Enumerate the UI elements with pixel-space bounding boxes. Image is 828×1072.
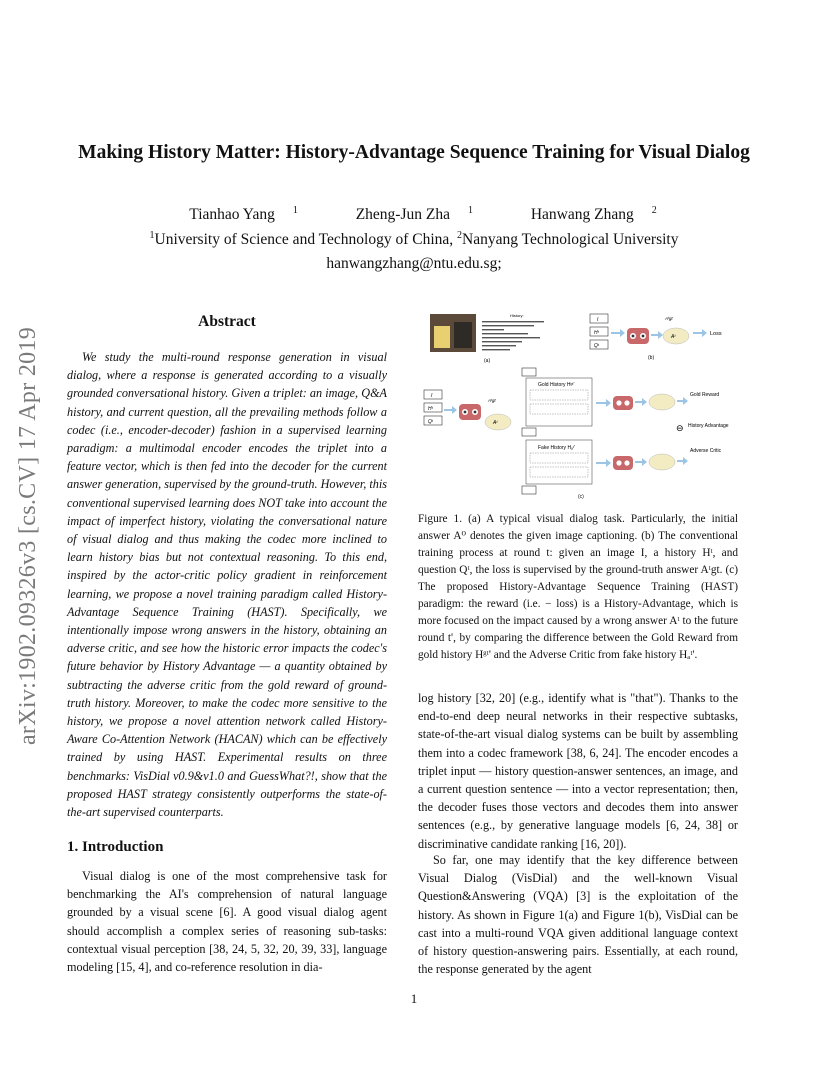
gold-history-label: Gold History Hᵍᵗ' xyxy=(538,382,575,388)
answer-label: Aᵗ xyxy=(493,420,498,426)
arrow-right-icon xyxy=(677,457,688,465)
arrow-right-icon xyxy=(596,459,611,467)
introduction-paragraph-continued: log history [32, 20] (e.g., identify what is "that"). Thanks to the end-to-end deep neural networks in their respective subtasks, state-of-the-art visual dialog systems can be built by assembling them into a codec framework [38, 6, 24]. The encoder encodes a triplet input — history question-answer sentences, an image, and a current question sentence — into a vector representation; then, the decoder fuses those vectors and decodes them into answer sentences (e.g., by generative language models [6, 24, 38] or discriminative candidate ranking [16, 20]). xyxy=(418,691,738,851)
author: Hanwang Zhang $^2$ xyxy=(530,205,657,224)
robot-agent-icon xyxy=(613,396,633,410)
label-a: (a) xyxy=(484,358,491,364)
section-heading-introduction: 1. Introduction xyxy=(67,839,164,855)
history-advantage-label: History Advantage xyxy=(688,423,729,429)
robot-pupil xyxy=(642,335,645,338)
abstract-heading: Abstract xyxy=(198,313,256,330)
affiliations: $^1$University of Science and Technology of China, $^2$Nanyang Technological University xyxy=(149,230,679,249)
paper-title: Making History Matter: History-Advantage Sequence Training for Visual Dialog xyxy=(78,142,750,163)
history-box xyxy=(590,327,608,336)
introduction-paragraph-2: So far, one may identify that the key difference between Visual Dialog (VisDial) and the well-known Visual Question&Answering (VQA) [3] is the exploitation of the history. As shown in Figure 1(a) and Figure 1(b), VisDial can be cast into a multi-round VQA given additional language context of history question-answering pairs. Essentially, at each round, the response generated by the agent xyxy=(418,853,738,977)
arrow-right-icon xyxy=(635,398,647,406)
adverse-critic-label: Adverse Critic xyxy=(690,448,722,454)
history-text-lines xyxy=(482,321,544,350)
question-box xyxy=(522,486,536,494)
input-image-label: I xyxy=(431,393,433,399)
robot-eye xyxy=(624,460,629,465)
question-box xyxy=(424,416,442,425)
dialog-image xyxy=(434,326,450,348)
history-label: Hᵗ xyxy=(594,330,599,336)
answer-cloud xyxy=(663,328,689,344)
arrow-right-icon xyxy=(635,458,647,466)
robot-pupil xyxy=(464,411,467,414)
question-box xyxy=(590,340,608,349)
question-box xyxy=(522,428,536,436)
author-list xyxy=(0,205,828,224)
history-label: Hᵗ xyxy=(428,406,433,412)
input-image-box xyxy=(522,368,536,376)
history-box xyxy=(424,403,442,412)
abstract-body: We study the multi-round response generation in visual dialog, where a response is generated according to a visually grounded conversational history. Given a triplet: an image, Q&A history, and current question, all the prevailing methods follow a codec (i.e., encoder-decoder) fashion in a supervised learning paradigm: a multimodal encoder encodes the triplet into a feature vector, which is then fed into the decoder for the current answer generation, supervised by the ground-truth. However, this conventional supervised learning does NOT take into account the impact of imperfect history, violating the conversational nature of visual dialog and thus making the codec more inclined to learn history bias but not contextual reasoning. To this end, inspired by the actor-critic policy gradient in reinforcement learning, we propose a novel training paradigm called History-Advantage Sequence Training (HAST). Specifically, we intentionally impose wrong answers in the history, obtaining an adverse critic, and see how the historic error impacts the codec's future behavior by History Advantage — a quantity obtained by subtracting the adverse critic from the gold reward of ground-truth history. Moreover, to make the codec more sensitive to the history, we propose a novel attention network called History-Aware Co-Attention Network (HACAN) which can be effectively trained by using HAST. Experimental results on three benchmarks: VisDial v0.9&v1.0 and GuessWhat?!, show that the proposed HAST strategy consistently outperforms the state-of-the-art supervised counterparts. xyxy=(67,350,387,820)
arrow-right-icon xyxy=(444,406,457,414)
input-image-box xyxy=(590,314,608,323)
gold-reward-label: Gold Reward xyxy=(690,392,720,398)
ground-truth-label: Aᵗgt xyxy=(488,398,496,403)
robot-eye xyxy=(616,460,621,465)
loss-label: Loss xyxy=(710,331,722,337)
robot-agent-icon xyxy=(613,456,633,470)
answer-cloud xyxy=(485,414,511,430)
answer-cloud xyxy=(649,454,675,470)
label-b: (b) xyxy=(648,355,655,361)
introduction-paragraph: Visual dialog is one of the most comprehensive task for benchmarking the AI's comprehension of natural language grounded by a visual scene [6]. A good visual dialog agent should accomplish a complex series of reasoning sub-tasks: contextual visual perception [38, 24, 5, 32, 20, 39, 33], language modeling [15, 4], and co-reference resolution in dia- xyxy=(67,869,387,975)
robot-eye xyxy=(616,400,621,405)
answer-label: Aᵗ xyxy=(671,334,676,340)
history-title: History: xyxy=(510,313,524,318)
figure-1-diagram xyxy=(418,312,738,502)
figure-1-caption: Figure 1. (a) A typical visual dialog task. Particularly, the initial answer A⁰ denotes the given image captioning. (b) The conventional training process at round t: given an image I, a history Hᵗ, and question Qᵗ, the loss is supervised by the ground-truth answer Aᵗgt. (c) The proposed History-Advantage Sequence Training (HAST) paradigm: the reward (i.e. − loss) is a History-Advantage, which is more focused on the impact caused by a wrong answer Aᵗ to the future round t', by comparing the difference between the Gold Reward from gold history Hᵍᵗ' and the Adverse Critic from fake history Hₐᵗ'. xyxy=(418,513,738,661)
answer-cloud xyxy=(649,394,675,410)
arrow-right-icon xyxy=(651,331,663,339)
input-image-box xyxy=(424,390,442,399)
arrow-right-icon xyxy=(611,329,625,337)
minus-icon: ⊖ xyxy=(676,424,684,434)
arxiv-stamp: arXiv:1902.09326v3 [cs.CV] 17 Apr 2019 xyxy=(15,326,41,746)
author: Tianhao Yang $^1$ xyxy=(189,205,298,224)
dialog-image xyxy=(454,322,472,348)
label-c: (c) xyxy=(578,494,584,500)
author: Zheng-Jun Zha $^1$ xyxy=(355,205,473,224)
ground-truth-label: Aᵗgt xyxy=(665,316,673,321)
arrow-right-icon xyxy=(596,399,611,407)
arrow-right-icon xyxy=(693,329,707,337)
page-number: 1 xyxy=(410,991,418,1006)
arrow-right-icon xyxy=(677,397,688,405)
question-label: Qᵗ xyxy=(428,419,433,425)
robot-eye xyxy=(624,400,629,405)
robot-pupil xyxy=(474,411,477,414)
author-email: hanwangzhang@ntu.edu.sg; xyxy=(326,255,502,272)
input-image-label: I xyxy=(597,317,599,323)
fake-history-label: Fake History Hₐᵗ' xyxy=(538,445,575,451)
robot-pupil xyxy=(632,335,635,338)
question-label: Qᵗ xyxy=(594,343,599,349)
